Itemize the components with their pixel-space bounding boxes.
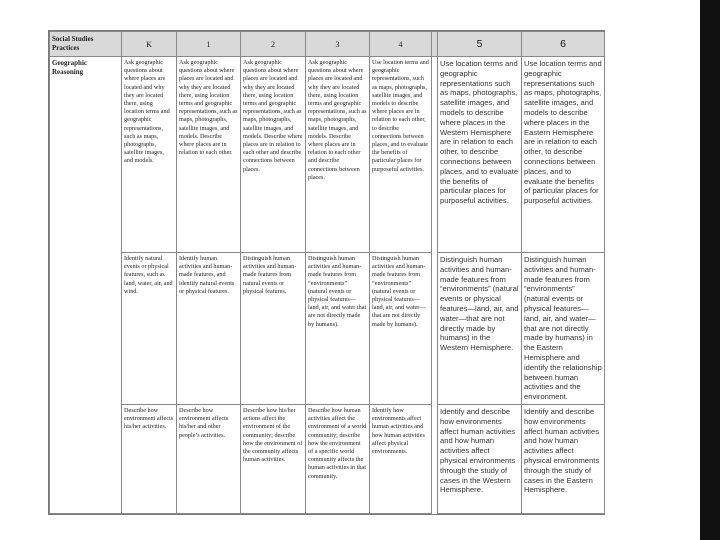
grade-1-header: 1 (177, 32, 241, 57)
table-cell: Use location terms and geographic representations, such as maps, photographs, satellite images, and models to describe where places are in relation to each other, to describe connections between places, and to evaluate the benefits of particular places for purposeful activities. (370, 57, 432, 253)
table-cell: Distinguish human activities and human-made features from natural events or physical features. (241, 253, 306, 405)
grade-5-header: 5 (438, 32, 522, 57)
table-cell: Distinguish human activities and human-made features from “environments” (natural events or physical features—land, air, and water—that are not directly made by humans) in the Eastern Hemisphere and identify the relationship between human activities and the environment. (522, 253, 605, 405)
table-cell: Describe how environment affects his/her and other people’s activities. (177, 404, 241, 513)
grade-header-row (50, 32, 605, 57)
table-cell: Distinguish human activities and human-made features from “environments” (natural events or physical features—land, air, and water—that are not directly made by humans). (370, 253, 432, 405)
table-cell: Identify and describe how environments affect human activities and how human activities affect physical environments through the study of cases in the Eastern Hemisphere. (522, 404, 605, 513)
table-cell: Identify natural events or physical features, such as land, water, air, and wind. (122, 253, 177, 405)
grade-k-header: K (122, 32, 177, 57)
table-cell: Describe how environment affects his/her activities. (122, 404, 177, 513)
table-cell: Ask geographic questions about where places are located and why they are located there, using location terms and geographic representations, such as maps, photographs, satellite images, and models. Describe where places are in relation to each other and describe connections between places. (306, 57, 370, 253)
table-cell: Identify how environments affect human activities and how human activities affect physical environments. (370, 404, 432, 513)
table-cell: Ask geographic questions about where places are located and why they are located there, using location terms and geographic representations, such as maps, photographs, satellite images, and models. Describe where places are in relation to each other and describe connections between places. (241, 57, 306, 253)
table-cell: Describe how human activities affect the environment of a world community; describe how the environment of a specific world community affects the human activities in that community. (306, 404, 370, 513)
table-row (50, 253, 605, 405)
table-row (50, 404, 605, 513)
practices-table (49, 31, 605, 514)
table-cell: Distinguish human activities and human-made features from “environments” (natural events or physical features—land, air, and water—that are not directly made by humans) in the Western Hemisphere. (438, 253, 522, 405)
grade-2-header: 2 (241, 32, 306, 57)
standards-document (48, 30, 605, 515)
table-cell: Ask geographic questions about where places are located and why they are located there, using location terms and geographic representations, such as maps, photographs, satellite images, and models. Describe where places are in relation to each other. (177, 57, 241, 253)
practices-header: Social Studies Practices (50, 32, 122, 57)
table-cell: Use location terms and geographic representations such as maps, photographs, satellite images, and models to describe where places in the Eastern Hemisphere are in relation to each other, to describe connections between places, and to evaluate the benefits of particular places for purposeful activities. (522, 57, 605, 253)
table-cell: Distinguish human activities and human-made features from “environments” (natural events or physical features—land, air, and water that are not directly made by humans). (306, 253, 370, 405)
grade-6-header: 6 (522, 32, 605, 57)
table-row (50, 57, 605, 253)
grade-4-header: 4 (370, 32, 432, 57)
table-cell: Identify and describe how environments affect human activities and how human activities affect physical environments through the study of cases in the Western Hemisphere. (438, 404, 522, 513)
table-cell: Ask geographic questions about where places are located and why they are located there, using location terms and geographic representations, such as maps, photographs, satellite images, and models. (122, 57, 177, 253)
table-cell: Use location terms and geographic representations such as maps, photographs, satellite images, and models to describe where places in the Western Hemisphere are in relation to each other, to describe connections between places, and to evaluate the benefits of particular places for purposeful activities. (438, 57, 522, 253)
table-cell: Identify human activities and human-made features, and identify natural events or physical features. (177, 253, 241, 405)
practice-label: Geographic Reasoning (50, 57, 122, 514)
grade-3-header: 3 (306, 32, 370, 57)
slide-accent-bar (700, 0, 720, 540)
table-cell: Describe how his/her actions affect the environment of the community; describe how the environment of the community affects human activities. (241, 404, 306, 513)
